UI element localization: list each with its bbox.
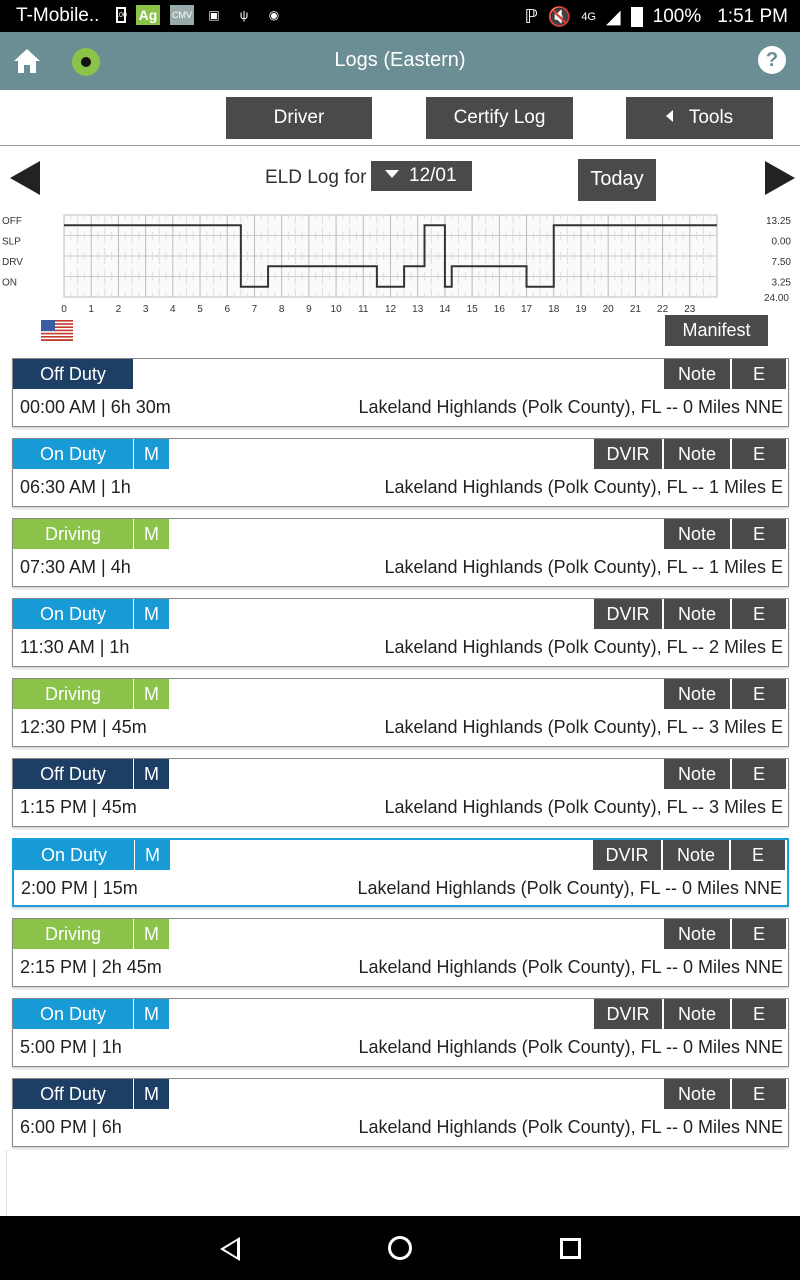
grid-hour-label: 1	[88, 304, 94, 315]
grid-hour-label: 6	[224, 304, 231, 315]
notification-icons	[116, 5, 284, 25]
duty-status-badge: Driving	[13, 519, 133, 549]
certify-log-button[interactable]: Certify Log	[426, 97, 573, 139]
system-icons	[524, 5, 788, 29]
event-actions	[664, 519, 786, 549]
manual-flag: M	[134, 519, 169, 549]
image-icon: ▣	[208, 8, 220, 22]
event-actions	[664, 1079, 786, 1109]
event-time: 2:15 PM | 2h 45m	[20, 957, 162, 977]
grid-hour-label: 23	[684, 304, 696, 315]
event-time: 1:15 PM | 45m	[20, 797, 137, 817]
event-actions	[664, 679, 786, 709]
grid-hour-label: 2	[115, 304, 122, 315]
help-icon[interactable]: ?	[758, 46, 786, 74]
signal-icon: ◢	[606, 6, 621, 28]
grid-hour-label: 12	[384, 304, 397, 315]
grid-hour-label: 14	[439, 304, 451, 315]
grid-row-total: 7.50	[771, 257, 791, 268]
event-row[interactable]	[12, 918, 789, 987]
edit-button[interactable]: E	[731, 840, 785, 870]
event-row[interactable]	[12, 1078, 789, 1147]
us-flag-icon	[41, 320, 73, 341]
event-time: 06:30 AM | 1h	[20, 477, 131, 497]
grid-hour-label: 10	[330, 304, 342, 315]
caret-left-icon	[666, 110, 673, 122]
duty-status-badge: Off Duty	[13, 1079, 133, 1109]
manifest-button[interactable]: Manifest	[665, 315, 768, 346]
note-button[interactable]: Note	[664, 359, 730, 389]
ag-app-icon: Ag	[136, 5, 160, 25]
event-time: 11:30 AM | 1h	[20, 637, 130, 657]
grid-hour-label: 17	[520, 304, 533, 315]
usb-icon: ψ	[239, 8, 249, 22]
mute-icon: 🔇	[547, 7, 572, 28]
lte-icon: 4G	[581, 11, 596, 23]
event-actions	[664, 919, 786, 949]
grid-hour-label: 4	[170, 304, 176, 315]
grid-hour-label: 3	[142, 304, 149, 315]
event-time: 6:00 PM | 6h	[20, 1117, 122, 1137]
eld-log-label: ELD Log for	[265, 167, 367, 188]
note-button[interactable]: Note	[664, 439, 730, 469]
tools-label: Tools	[688, 107, 734, 128]
duty-status-badge: On Duty	[14, 840, 134, 870]
grid-hour-label: 22	[657, 304, 669, 315]
dvir-button[interactable]: DVIR	[594, 599, 662, 629]
event-actions	[664, 359, 786, 389]
edit-button[interactable]: E	[732, 519, 786, 549]
grid-hour-label: 15	[466, 304, 478, 315]
event-row[interactable]	[12, 998, 789, 1067]
event-time: 07:30 AM | 4h	[20, 557, 131, 577]
system-nav-bar	[0, 1216, 800, 1280]
event-location: Lakeland Highlands (Polk County), FL -- 0 Miles NNE	[358, 1117, 783, 1137]
event-actions	[594, 599, 786, 629]
manual-flag: M	[135, 840, 170, 870]
event-location: Lakeland Highlands (Polk County), FL -- 0 Miles NNE	[358, 397, 783, 417]
dropdown-caret-icon	[385, 170, 399, 178]
note-button[interactable]: Note	[664, 919, 730, 949]
battery-percent: 100%	[652, 6, 702, 27]
event-location: Lakeland Highlands (Polk County), FL -- 0 Miles NNE	[358, 1037, 783, 1057]
dvir-button[interactable]: DVIR	[594, 999, 662, 1029]
event-row[interactable]	[12, 598, 789, 667]
status-bar	[0, 0, 800, 32]
edit-button[interactable]: E	[732, 679, 786, 709]
grid-hour-label: 13	[412, 304, 424, 315]
dvir-button[interactable]: DVIR	[593, 840, 661, 870]
grid-hour-label: 9	[306, 304, 312, 315]
grid-hour-label: 18	[548, 304, 560, 315]
manual-flag: M	[134, 759, 169, 789]
duty-status-badge: On Duty	[13, 999, 133, 1029]
grid-hour-label: 5	[197, 304, 203, 315]
event-row[interactable]	[12, 678, 789, 747]
grid-row-label: OFF	[2, 216, 22, 227]
grid-hour-label: 19	[575, 304, 587, 315]
event-location: Lakeland Highlands (Polk County), FL -- 0 Miles NNE	[357, 878, 782, 898]
previous-day-icon[interactable]	[10, 161, 40, 195]
event-row[interactable]	[12, 758, 789, 827]
event-row[interactable]	[12, 838, 789, 907]
event-actions	[664, 759, 786, 789]
recent-apps-icon[interactable]	[560, 1238, 581, 1259]
note-button[interactable]: Note	[664, 1079, 730, 1109]
event-list	[12, 358, 789, 1158]
edit-button[interactable]: E	[732, 359, 786, 389]
note-button[interactable]: Note	[664, 759, 730, 789]
grid-grand-total: 24.00	[763, 293, 789, 304]
event-actions	[594, 439, 786, 469]
event-row[interactable]	[12, 438, 789, 507]
date-dropdown[interactable]	[371, 161, 472, 191]
grid-row-total: 0.00	[771, 236, 791, 248]
driver-button[interactable]: Driver	[226, 97, 372, 139]
clock: 1:51 PM	[717, 6, 788, 27]
duty-status-badge: Driving	[13, 919, 133, 949]
duty-status-badge: Off Duty	[13, 759, 133, 789]
note-button[interactable]: Note	[664, 679, 730, 709]
event-location: Lakeland Highlands (Polk County), FL -- 3 Miles E	[384, 797, 783, 817]
edit-button[interactable]: E	[732, 999, 786, 1029]
battery-icon	[631, 7, 643, 27]
manual-flag: M	[134, 679, 169, 709]
grid-row-total: 3.25	[771, 277, 791, 289]
event-time: 12:30 PM | 45m	[20, 717, 147, 737]
manual-flag: M	[134, 919, 169, 949]
edit-button[interactable]: E	[732, 919, 786, 949]
tools-button[interactable]	[626, 97, 773, 139]
grid-hour-label: 16	[493, 304, 505, 315]
manual-flag: M	[134, 999, 169, 1029]
grid-hour-label: 11	[358, 304, 369, 315]
duty-status-badge: On Duty	[13, 439, 133, 469]
dvir-button[interactable]: DVIR	[594, 439, 662, 469]
note-button[interactable]: Note	[664, 999, 730, 1029]
event-row[interactable]	[12, 518, 789, 587]
event-time: 2:00 PM | 15m	[21, 878, 138, 898]
grid-row-total: 13.25	[765, 216, 791, 227]
grid-hour-label: 7	[251, 304, 258, 315]
edit-button[interactable]: E	[732, 599, 786, 629]
edit-button[interactable]: E	[732, 439, 786, 469]
event-location: Lakeland Highlands (Polk County), FL -- 3 Miles E	[384, 717, 783, 737]
grid-hour-label: 21	[629, 304, 641, 315]
event-time: 5:00 PM | 1h	[20, 1037, 122, 1057]
duty-status-badge: Driving	[13, 679, 133, 709]
duty-status-badge: Off Duty	[13, 359, 133, 389]
note-button[interactable]: Note	[664, 599, 730, 629]
manual-flag: M	[134, 439, 169, 469]
note-button[interactable]: Note	[663, 840, 729, 870]
date-value: 12/01	[409, 165, 457, 186]
grid-row-label: SLP	[2, 236, 21, 248]
edit-button[interactable]: E	[732, 759, 786, 789]
today-button[interactable]: Today	[578, 159, 656, 201]
page-title: Logs (Eastern)	[334, 49, 466, 71]
event-location: Lakeland Highlands (Polk County), FL -- 1 Miles E	[384, 477, 783, 497]
manual-flag: M	[134, 599, 169, 629]
event-actions	[593, 840, 785, 870]
duty-status-grid	[0, 205, 800, 315]
app-header	[0, 32, 800, 90]
back-icon[interactable]	[220, 1237, 240, 1261]
event-location: Lakeland Highlands (Polk County), FL -- 0 Miles NNE	[358, 957, 783, 977]
event-time: 00:00 AM | 6h 30m	[20, 397, 171, 417]
home-circle-icon[interactable]	[388, 1236, 412, 1260]
manual-flag: M	[134, 1079, 169, 1109]
grid-row-label: DRV	[2, 257, 23, 268]
next-day-icon[interactable]	[765, 161, 795, 195]
grid-row-label: ON	[2, 277, 17, 289]
carrier-name: T-Mobile..	[16, 5, 100, 26]
grid-hour-label: 20	[602, 304, 614, 315]
grid-hour-label: 0	[61, 304, 67, 315]
event-location: Lakeland Highlands (Polk County), FL -- 1 Miles E	[384, 557, 783, 577]
sd-card-icon: 100	[116, 7, 126, 23]
event-location: Lakeland Highlands (Polk County), FL -- 2 Miles E	[384, 637, 783, 657]
grid-hour-label: 8	[278, 304, 285, 315]
list-edge	[6, 1150, 7, 1216]
note-button[interactable]: Note	[664, 519, 730, 549]
event-row[interactable]	[12, 358, 789, 427]
cmv-app-icon: CMV	[170, 5, 194, 25]
edit-button[interactable]: E	[732, 1079, 786, 1109]
android-icon: ◉	[268, 8, 280, 22]
duty-status-badge: On Duty	[13, 599, 133, 629]
event-actions	[594, 999, 786, 1029]
toolbar	[0, 90, 800, 146]
bluetooth-icon: ℙ	[524, 6, 538, 28]
